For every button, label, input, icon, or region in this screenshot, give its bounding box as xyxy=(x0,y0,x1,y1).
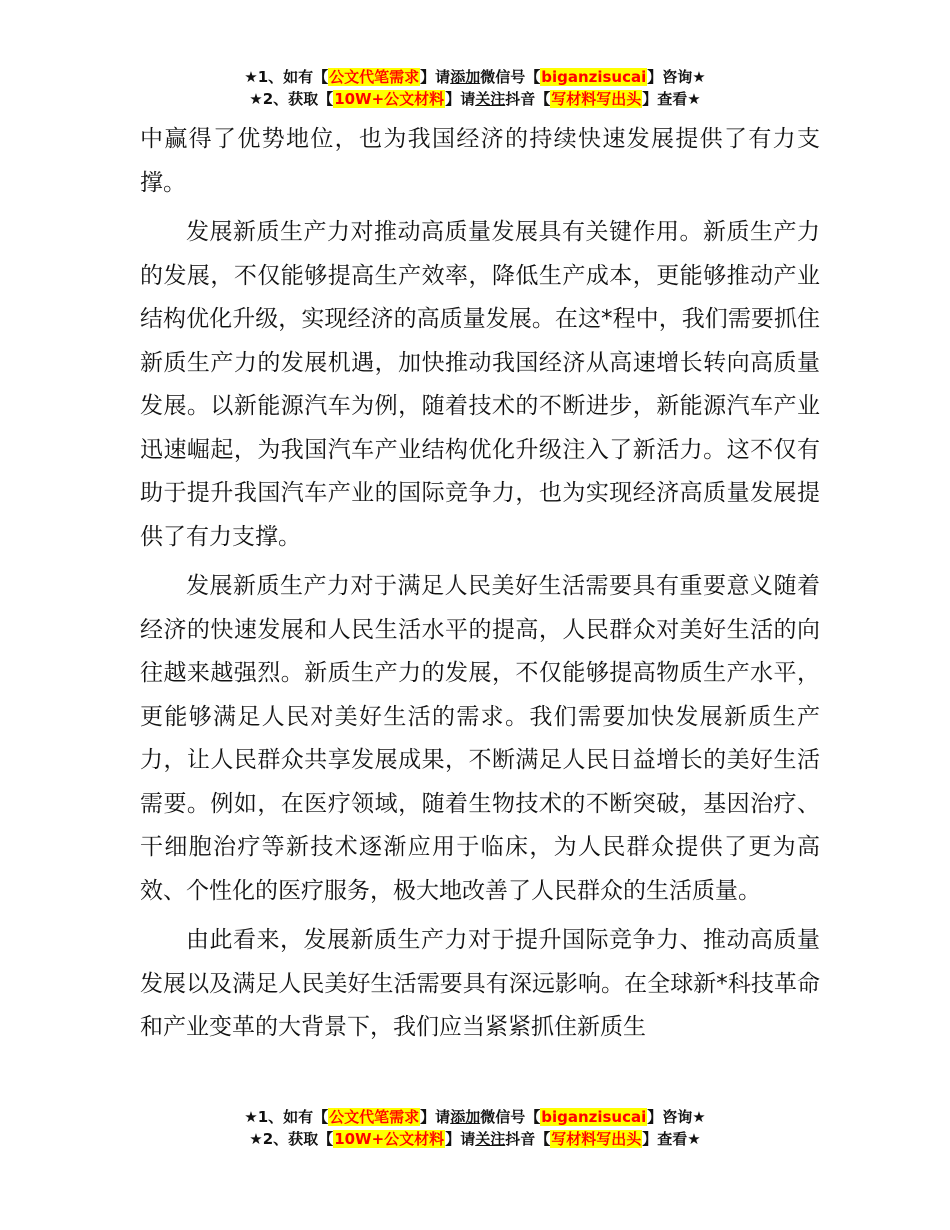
document-body xyxy=(140,118,820,1056)
highlight-text: 写材料写出头 xyxy=(551,90,642,108)
banner-line-1: ★1、如有【公文代笔需求】请添加微信号【biganzisucai】咨询★ xyxy=(244,1108,706,1126)
paragraph: 中赢得了优势地位，也为我国经济的持续快速发展提供了有力支撑。 xyxy=(140,126,820,196)
footer-banner xyxy=(0,1106,950,1150)
banner-line-2: ★2、获取【10W+公文材料】请关注抖音【写材料写出头】查看★ xyxy=(249,1130,701,1148)
paragraph: 发展新质生产力对于满足人民美好生活需要具有重要意义随着经济的快速发展和人民生活水平的提高，人民群众对美好生活的向往越来越强烈。新质生产力的发展，不仅能够提高物质生产水平，更能够满足人民对美好生活的需求。我们需要加快发展新质生产力，让人民群众共享发展成果，不断满足人民日益增长的美好生活需要。例如，在医疗领域，随着生物技术的不断突破，基因治疗、干细胞治疗等新技术逐渐应用于临床，为人民群众提供了更为高效、个性化的医疗服务，极大地改善了人民群众的生活质量。 xyxy=(140,573,820,904)
highlight-text: 10W+公文材料 xyxy=(334,1130,445,1148)
highlight-text: biganzisucai xyxy=(541,68,647,86)
banner-line-2: ★2、获取【10W+公文材料】请关注抖音【写材料写出头】查看★ xyxy=(249,90,701,108)
paragraph: 发展新质生产力对推动高质量发展具有关键作用。新质生产力的发展，不仅能够提高生产效率，降低生产成本，更能够推动产业结构优化升级，实现经济的高质量发展。在这*程中，我们需要抓住新质生产力的发展机遇，加快推动我国经济从高速增长转向高质量发展。以新能源汽车为例，随着技术的不断进步，新能源汽车产业迅速崛起，为我国汽车产业结构优化升级注入了新活力。这不仅有助于提升我国汽车产业的国际竞争力，也为实现经济高质量发展提供了有力支撑。 xyxy=(140,219,820,550)
highlight-text: 写材料写出头 xyxy=(551,1130,642,1148)
header-banner xyxy=(0,66,950,110)
highlight-text: 公文代笔需求 xyxy=(329,1108,420,1126)
banner-line-1: ★1、如有【公文代笔需求】请添加微信号【biganzisucai】咨询★ xyxy=(244,68,706,86)
highlight-text: 公文代笔需求 xyxy=(329,68,420,86)
highlight-text: biganzisucai xyxy=(541,1108,647,1126)
paragraph: 由此看来，发展新质生产力对于提升国际竞争力、推动高质量发展以及满足人民美好生活需要具有深远影响。在全球新*科技革命和产业变革的大背景下，我们应当紧紧抓住新质生 xyxy=(140,927,820,1040)
highlight-text: 10W+公文材料 xyxy=(334,90,445,108)
